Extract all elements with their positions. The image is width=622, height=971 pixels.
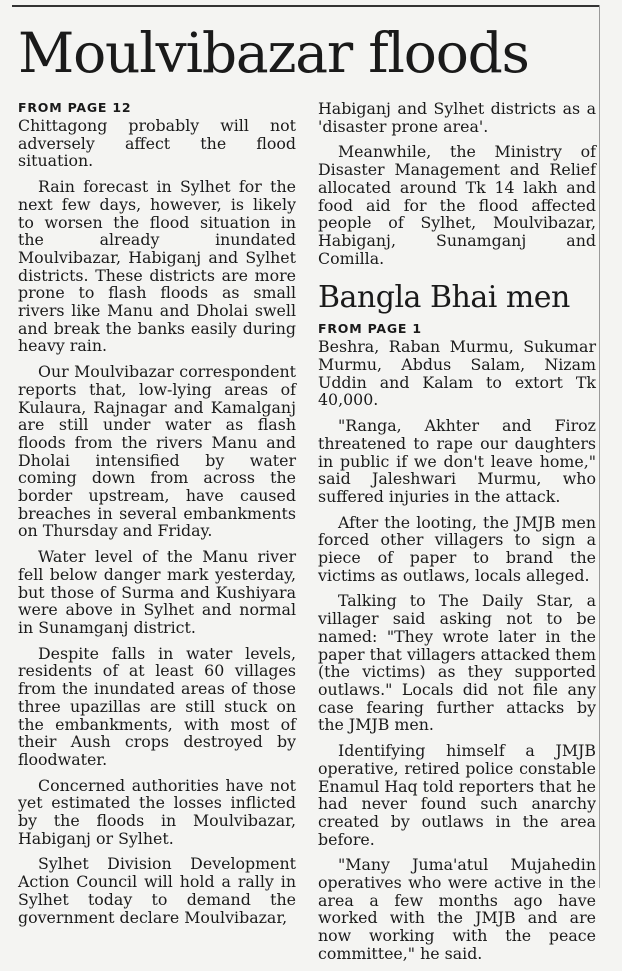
paragraph: Our Moulvibazar correspondent reports that, low-lying areas of Kulaura, Rajnagar and Kamalganj are still under water as flash floods from the rivers Manu and Dholai intensified by water coming down from across the border upstream, have caused breaches in several embankments on Thursday and Friday. [18, 362, 296, 541]
headline-bangla-bhai-men: Bangla Bhai men [318, 280, 570, 316]
jump-line-from-page-1: FROM PAGE 1 [318, 321, 422, 337]
headline-moulvibazar-floods: Moulvibazar floods [18, 21, 529, 85]
paragraph: Chittagong probably will not adversely affect the flood situation. [18, 116, 296, 171]
paragraph: Rain forecast in Sylhet for the next few days, however, is likely to worsen the flood situation in the already inundated Moulvibazar, Habiganj and Sylhet districts. These districts are more prone to flash floods as small rivers like Manu and Dholai swell and break the banks easily during heavy rain. [18, 177, 296, 356]
paragraph: "Ranga, Akhter and Firoz threatened to rape our daughters in public if we don't leave home," said Jaleshwari Murmu, who suffered injuries in the attack. [318, 416, 596, 506]
paragraph: Water level of the Manu river fell below danger mark yesterday, but those of Surma and Kushiyara were above in Sylhet and normal in Sunamganj district. [18, 547, 296, 637]
column-right [318, 100, 596, 971]
paragraph: Identifying himself a JMJB operative, retired police constable Enamul Haq told reporters that he had never found such anarchy created by outlaws in the area before. [318, 741, 597, 849]
paragraph: Concerned authorities have not yet estimated the losses inflicted by the floods in Moulvibazar, Habiganj or Sylhet. [18, 775, 296, 848]
top-rule [12, 5, 600, 7]
paragraph: Talking to The Daily Star, a villager said asking not to be named: "They wrote later in the paper that villagers attacked them (the victims) as they supported outlaws." Locals did not file any case fearing further attacks by the JMJB men. [318, 591, 596, 735]
paragraph: Meanwhile, the Ministry of Disaster Management and Relief allocated around Tk 14 lakh and food aid for the flood affected people of Sylhet, Moulvibazar, Habiganj, Sunamganj and Comilla. [318, 142, 596, 268]
column-left [18, 100, 296, 934]
paragraph: "Many Juma'atul Mujahedin operatives who were active in the area a few months ago have worked with the JMJB and are now working with the peace committee," he said. [318, 855, 596, 963]
jump-line-from-page-12: FROM PAGE 12 [18, 100, 132, 115]
right-rule [599, 5, 600, 888]
paragraph: After the looting, the JMJB men forced other villagers to sign a piece of paper to brand the victims as outlaws, locals alleged. [318, 512, 596, 585]
paragraph: Sylhet Division Development Action Council will hold a rally in Sylhet today to demand the government declare Moulvibazar, [18, 854, 296, 927]
paragraph: Despite falls in water levels, residents of at least 60 villages from the inundated areas of those three upazillas are still stuck on the embankments, with most of their Aush crops destroyed by floodwater. [18, 643, 296, 769]
paragraph: Beshra, Raban Murmu, Sukumar Murmu, Abdus Salam, Nizam Uddin and Kalam to extort Tk 40,000. [318, 337, 596, 410]
paragraph: Habiganj and Sylhet districts as a 'disaster prone area'. [318, 99, 596, 136]
